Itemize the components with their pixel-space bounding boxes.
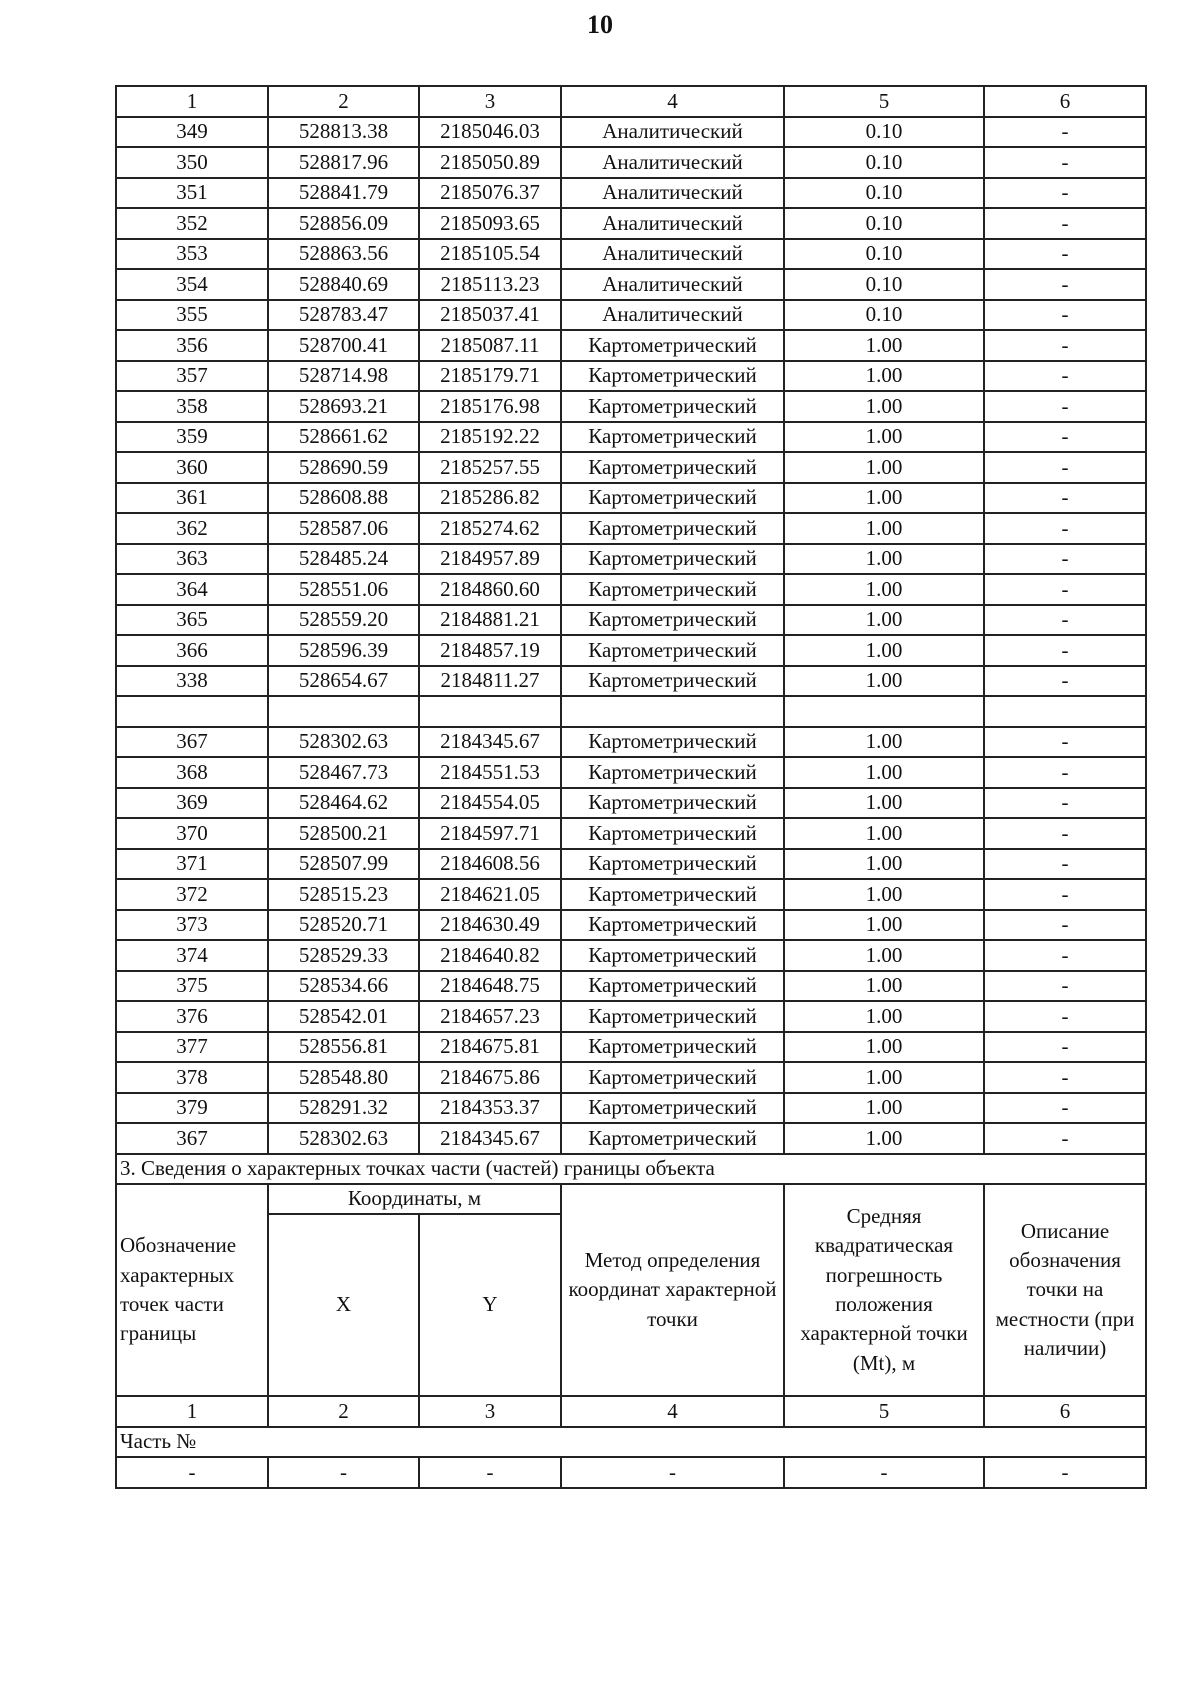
section3-title-row xyxy=(116,1154,1146,1185)
point-number: 357 xyxy=(116,361,268,392)
coord-y: 2185105.54 xyxy=(419,239,561,270)
mt-value: 0.10 xyxy=(784,239,984,270)
point-number: 360 xyxy=(116,452,268,483)
point-number xyxy=(116,696,268,727)
coord-x: 528485.24 xyxy=(268,544,419,575)
coord-x: 528690.59 xyxy=(268,452,419,483)
mt-value: 1.00 xyxy=(784,330,984,361)
section3-body xyxy=(116,1154,1146,1488)
coord-x: 528596.39 xyxy=(268,635,419,666)
point-number: 364 xyxy=(116,574,268,605)
description: - xyxy=(984,574,1146,605)
mt-value: 0.10 xyxy=(784,117,984,148)
method: Картометрический xyxy=(561,605,784,636)
point-number: 353 xyxy=(116,239,268,270)
table-row xyxy=(116,666,1146,697)
coord-x: 528515.23 xyxy=(268,879,419,910)
header-x: X xyxy=(268,1214,419,1396)
method: Картометрический xyxy=(561,910,784,941)
section3-header-row-1 xyxy=(116,1184,1146,1214)
mt-value: 1.00 xyxy=(784,910,984,941)
coord-y: 2184857.19 xyxy=(419,635,561,666)
point-number: 350 xyxy=(116,147,268,178)
mt-value xyxy=(784,696,984,727)
coord-y: 2184675.86 xyxy=(419,1062,561,1093)
table-row xyxy=(116,330,1146,361)
description: - xyxy=(984,300,1146,331)
table-row xyxy=(116,910,1146,941)
mt-value: 1.00 xyxy=(784,1062,984,1093)
method: Аналитический xyxy=(561,147,784,178)
mt-value: 1.00 xyxy=(784,361,984,392)
part-empty-row xyxy=(116,1457,1146,1488)
coord-x: 528507.99 xyxy=(268,849,419,880)
method: Картометрический xyxy=(561,452,784,483)
point-number: 349 xyxy=(116,117,268,148)
coord-x: 528608.88 xyxy=(268,483,419,514)
method: Картометрический xyxy=(561,1032,784,1063)
table-row xyxy=(116,391,1146,422)
coord-x: 528714.98 xyxy=(268,361,419,392)
coord-y: 2185176.98 xyxy=(419,391,561,422)
coord-y: 2184554.05 xyxy=(419,788,561,819)
table-row xyxy=(116,239,1146,270)
description: - xyxy=(984,269,1146,300)
method: Картометрический xyxy=(561,483,784,514)
method: Картометрический xyxy=(561,330,784,361)
coord-y: 2184345.67 xyxy=(419,1123,561,1154)
coord-x: 528587.06 xyxy=(268,513,419,544)
description: - xyxy=(984,727,1146,758)
coord-y: 2184881.21 xyxy=(419,605,561,636)
section3-title: 3. Сведения о характерных точках части (частей) границы объекта xyxy=(116,1154,1146,1185)
coord-y: 2184860.60 xyxy=(419,574,561,605)
point-number: 354 xyxy=(116,269,268,300)
coord-x: 528534.66 xyxy=(268,971,419,1002)
empty-cell: - xyxy=(116,1457,268,1488)
coord-x: 528700.41 xyxy=(268,330,419,361)
empty-cell: - xyxy=(984,1457,1146,1488)
coord-y: 2184648.75 xyxy=(419,971,561,1002)
point-number: 372 xyxy=(116,879,268,910)
mt-value: 1.00 xyxy=(784,1123,984,1154)
coord-y: 2185274.62 xyxy=(419,513,561,544)
description: - xyxy=(984,879,1146,910)
point-number: 365 xyxy=(116,605,268,636)
column-number: 1 xyxy=(116,86,268,117)
coord-x: 528817.96 xyxy=(268,147,419,178)
method: Аналитический xyxy=(561,208,784,239)
table-row xyxy=(116,696,1146,727)
table-row xyxy=(116,971,1146,1002)
description: - xyxy=(984,1032,1146,1063)
header-description: Описание обозначения точки на местности (при наличии) xyxy=(984,1184,1146,1396)
description: - xyxy=(984,1062,1146,1093)
point-number: 361 xyxy=(116,483,268,514)
table-row xyxy=(116,818,1146,849)
table-row xyxy=(116,452,1146,483)
description: - xyxy=(984,483,1146,514)
coord-y: 2184675.81 xyxy=(419,1032,561,1063)
table-row xyxy=(116,727,1146,758)
coord-x: 528559.20 xyxy=(268,605,419,636)
description: - xyxy=(984,422,1146,453)
table-row xyxy=(116,269,1146,300)
description: - xyxy=(984,117,1146,148)
point-number: 362 xyxy=(116,513,268,544)
column-number-row xyxy=(116,86,1146,117)
point-number: 352 xyxy=(116,208,268,239)
method: Аналитический xyxy=(561,178,784,209)
empty-cell: - xyxy=(561,1457,784,1488)
description: - xyxy=(984,940,1146,971)
point-number: 369 xyxy=(116,788,268,819)
point-number: 370 xyxy=(116,818,268,849)
column-number: 3 xyxy=(419,86,561,117)
table-row xyxy=(116,605,1146,636)
method: Картометрический xyxy=(561,574,784,605)
description: - xyxy=(984,818,1146,849)
method: Картометрический xyxy=(561,879,784,910)
table-row xyxy=(116,1093,1146,1124)
method: Аналитический xyxy=(561,300,784,331)
mt-value: 1.00 xyxy=(784,818,984,849)
part-row xyxy=(116,1427,1146,1458)
description: - xyxy=(984,208,1146,239)
coord-y: 2184353.37 xyxy=(419,1093,561,1124)
empty-cell: - xyxy=(784,1457,984,1488)
mt-value: 0.10 xyxy=(784,300,984,331)
table-row xyxy=(116,513,1146,544)
coord-x: 528654.67 xyxy=(268,666,419,697)
description: - xyxy=(984,1123,1146,1154)
description: - xyxy=(984,452,1146,483)
coord-x: 528813.38 xyxy=(268,117,419,148)
coord-x: 528556.81 xyxy=(268,1032,419,1063)
column-number: 5 xyxy=(784,1396,984,1427)
mt-value: 1.00 xyxy=(784,605,984,636)
method: Картометрический xyxy=(561,788,784,819)
method: Картометрический xyxy=(561,391,784,422)
method: Картометрический xyxy=(561,513,784,544)
column-number: 4 xyxy=(561,86,784,117)
method: Аналитический xyxy=(561,239,784,270)
coord-y: 2184640.82 xyxy=(419,940,561,971)
table-row xyxy=(116,422,1146,453)
coord-x: 528529.33 xyxy=(268,940,419,971)
coord-x: 528661.62 xyxy=(268,422,419,453)
column-number: 2 xyxy=(268,1396,419,1427)
method: Аналитический xyxy=(561,117,784,148)
description xyxy=(984,696,1146,727)
coord-x: 528464.62 xyxy=(268,788,419,819)
method: Картометрический xyxy=(561,849,784,880)
table-row xyxy=(116,1032,1146,1063)
column-number: 5 xyxy=(784,86,984,117)
mt-value: 1.00 xyxy=(784,727,984,758)
description: - xyxy=(984,971,1146,1002)
part-label: Часть № xyxy=(116,1427,1146,1458)
description: - xyxy=(984,635,1146,666)
column-number: 4 xyxy=(561,1396,784,1427)
point-number: 379 xyxy=(116,1093,268,1124)
table-row xyxy=(116,788,1146,819)
method: Картометрический xyxy=(561,818,784,849)
coord-y: 2185257.55 xyxy=(419,452,561,483)
header-y: Y xyxy=(419,1214,561,1396)
mt-value: 1.00 xyxy=(784,1032,984,1063)
table-row xyxy=(116,361,1146,392)
coord-x: 528841.79 xyxy=(268,178,419,209)
point-number: 378 xyxy=(116,1062,268,1093)
coord-x: 528500.21 xyxy=(268,818,419,849)
header-coordinates: Координаты, м xyxy=(268,1184,561,1214)
point-number: 376 xyxy=(116,1001,268,1032)
coord-x: 528783.47 xyxy=(268,300,419,331)
method: Картометрический xyxy=(561,940,784,971)
coord-y: 2185113.23 xyxy=(419,269,561,300)
coord-x: 528520.71 xyxy=(268,910,419,941)
coord-y: 2184551.53 xyxy=(419,757,561,788)
method xyxy=(561,696,784,727)
point-number: 367 xyxy=(116,727,268,758)
coord-x: 528291.32 xyxy=(268,1093,419,1124)
empty-cell: - xyxy=(268,1457,419,1488)
mt-value: 0.10 xyxy=(784,208,984,239)
method: Картометрический xyxy=(561,757,784,788)
mt-value: 1.00 xyxy=(784,544,984,575)
mt-value: 1.00 xyxy=(784,483,984,514)
mt-value: 1.00 xyxy=(784,1093,984,1124)
coord-x: 528863.56 xyxy=(268,239,419,270)
coord-x: 528542.01 xyxy=(268,1001,419,1032)
table-row xyxy=(116,849,1146,880)
mt-value: 1.00 xyxy=(784,757,984,788)
coord-y: 2184957.89 xyxy=(419,544,561,575)
description: - xyxy=(984,361,1146,392)
coordinates-table-body xyxy=(116,86,1146,1154)
column-number: 6 xyxy=(984,1396,1146,1427)
mt-value: 1.00 xyxy=(784,391,984,422)
table-row xyxy=(116,483,1146,514)
table-row xyxy=(116,208,1146,239)
header-method: Метод определения координат характерной точки xyxy=(561,1184,784,1396)
method: Картометрический xyxy=(561,1123,784,1154)
coord-y: 2185076.37 xyxy=(419,178,561,209)
table-row xyxy=(116,1001,1146,1032)
coord-x: 528302.63 xyxy=(268,1123,419,1154)
coord-x: 528467.73 xyxy=(268,757,419,788)
point-number: 368 xyxy=(116,757,268,788)
coord-y: 2185286.82 xyxy=(419,483,561,514)
header-designation: Обозначение характерных точек части границы xyxy=(116,1184,268,1396)
coordinates-table xyxy=(115,85,1147,1489)
point-number: 366 xyxy=(116,635,268,666)
description: - xyxy=(984,178,1146,209)
mt-value: 1.00 xyxy=(784,1001,984,1032)
mt-value: 0.10 xyxy=(784,178,984,209)
point-number: 358 xyxy=(116,391,268,422)
coord-y: 2184621.05 xyxy=(419,879,561,910)
column-number: 2 xyxy=(268,86,419,117)
table-row xyxy=(116,1062,1146,1093)
column-number: 3 xyxy=(419,1396,561,1427)
point-number: 363 xyxy=(116,544,268,575)
table-row xyxy=(116,544,1146,575)
method: Картометрический xyxy=(561,544,784,575)
point-number: 377 xyxy=(116,1032,268,1063)
description: - xyxy=(984,605,1146,636)
method: Картометрический xyxy=(561,727,784,758)
coord-x: 528856.09 xyxy=(268,208,419,239)
coord-y: 2185192.22 xyxy=(419,422,561,453)
mt-value: 1.00 xyxy=(784,879,984,910)
mt-value: 1.00 xyxy=(784,788,984,819)
coord-y: 2184345.67 xyxy=(419,727,561,758)
table-row xyxy=(116,635,1146,666)
mt-value: 1.00 xyxy=(784,513,984,544)
description: - xyxy=(984,849,1146,880)
method: Картометрический xyxy=(561,1093,784,1124)
description: - xyxy=(984,147,1146,178)
empty-cell: - xyxy=(419,1457,561,1488)
section3-column-number-row xyxy=(116,1396,1146,1427)
point-number: 338 xyxy=(116,666,268,697)
method: Картометрический xyxy=(561,361,784,392)
point-number: 351 xyxy=(116,178,268,209)
page-number: 10 xyxy=(587,10,613,39)
coord-x: 528551.06 xyxy=(268,574,419,605)
table-row xyxy=(116,757,1146,788)
table-row xyxy=(116,1123,1146,1154)
table-row xyxy=(116,300,1146,331)
coord-x: 528302.63 xyxy=(268,727,419,758)
mt-value: 1.00 xyxy=(784,452,984,483)
method: Картометрический xyxy=(561,1062,784,1093)
mt-value: 1.00 xyxy=(784,971,984,1002)
coord-x xyxy=(268,696,419,727)
coord-x: 528548.80 xyxy=(268,1062,419,1093)
coord-y: 2185037.41 xyxy=(419,300,561,331)
coord-y: 2185087.11 xyxy=(419,330,561,361)
description: - xyxy=(984,544,1146,575)
description: - xyxy=(984,391,1146,422)
table-row xyxy=(116,147,1146,178)
point-number: 374 xyxy=(116,940,268,971)
coord-y: 2184630.49 xyxy=(419,910,561,941)
method: Картометрический xyxy=(561,635,784,666)
coord-x: 528693.21 xyxy=(268,391,419,422)
table-row xyxy=(116,940,1146,971)
header-error: Средняя квадратическая погрешность положения характерной точки (Mt), м xyxy=(784,1184,984,1396)
point-number: 367 xyxy=(116,1123,268,1154)
coord-x: 528840.69 xyxy=(268,269,419,300)
mt-value: 1.00 xyxy=(784,422,984,453)
method: Картометрический xyxy=(561,971,784,1002)
description: - xyxy=(984,513,1146,544)
table-row xyxy=(116,178,1146,209)
coord-y: 2185050.89 xyxy=(419,147,561,178)
description: - xyxy=(984,1001,1146,1032)
mt-value: 1.00 xyxy=(784,574,984,605)
description: - xyxy=(984,239,1146,270)
description: - xyxy=(984,330,1146,361)
column-number: 1 xyxy=(116,1396,268,1427)
table-row xyxy=(116,879,1146,910)
column-number: 6 xyxy=(984,86,1146,117)
mt-value: 0.10 xyxy=(784,147,984,178)
table-row xyxy=(116,574,1146,605)
description: - xyxy=(984,1093,1146,1124)
mt-value: 1.00 xyxy=(784,666,984,697)
point-number: 355 xyxy=(116,300,268,331)
coord-y: 2185179.71 xyxy=(419,361,561,392)
coord-y: 2185046.03 xyxy=(419,117,561,148)
coord-y: 2184657.23 xyxy=(419,1001,561,1032)
mt-value: 1.00 xyxy=(784,635,984,666)
mt-value: 1.00 xyxy=(784,849,984,880)
coord-y: 2185093.65 xyxy=(419,208,561,239)
description: - xyxy=(984,666,1146,697)
coord-y: 2184811.27 xyxy=(419,666,561,697)
point-number: 359 xyxy=(116,422,268,453)
table-row xyxy=(116,117,1146,148)
description: - xyxy=(984,757,1146,788)
method: Картометрический xyxy=(561,1001,784,1032)
point-number: 373 xyxy=(116,910,268,941)
mt-value: 1.00 xyxy=(784,940,984,971)
description: - xyxy=(984,910,1146,941)
method: Картометрический xyxy=(561,666,784,697)
description: - xyxy=(984,788,1146,819)
mt-value: 0.10 xyxy=(784,269,984,300)
method: Аналитический xyxy=(561,269,784,300)
method: Картометрический xyxy=(561,422,784,453)
coord-y: 2184608.56 xyxy=(419,849,561,880)
point-number: 371 xyxy=(116,849,268,880)
coord-y: 2184597.71 xyxy=(419,818,561,849)
point-number: 356 xyxy=(116,330,268,361)
point-number: 375 xyxy=(116,971,268,1002)
coord-y xyxy=(419,696,561,727)
